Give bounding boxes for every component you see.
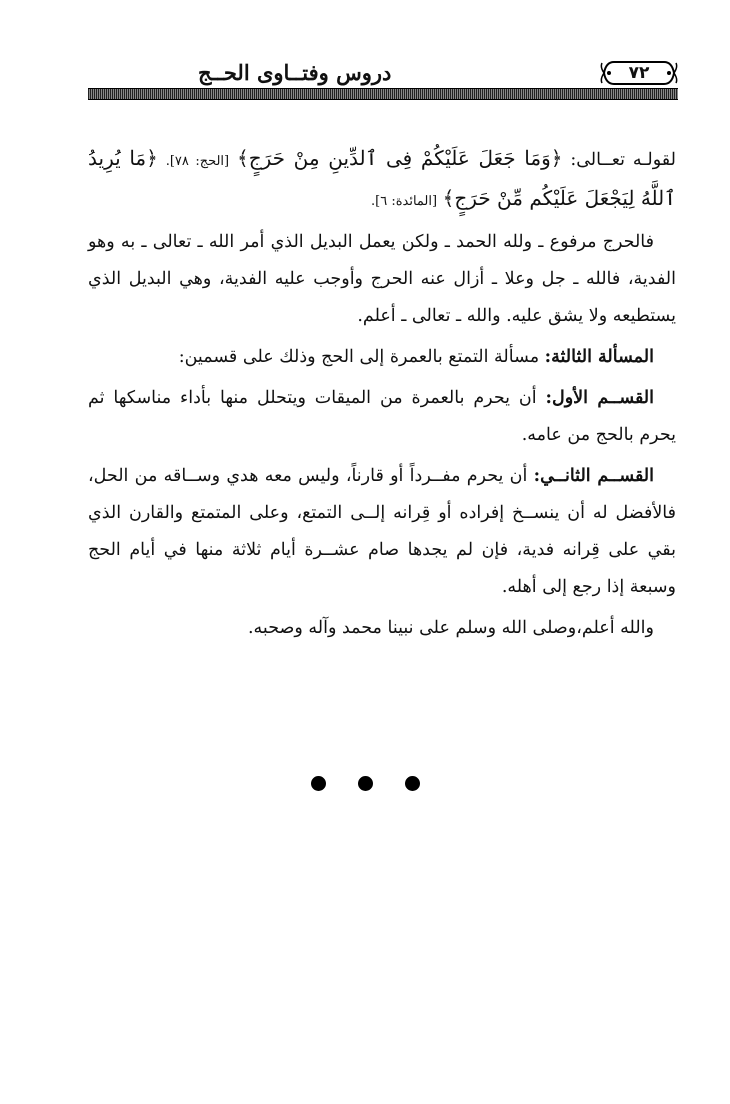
paragraph-verses — [88, 140, 676, 220]
third-issue-label: المسألة الثالثة: — [544, 347, 654, 367]
page-number: ٧٢ — [628, 63, 650, 83]
dot-icon — [405, 776, 420, 791]
paragraph-third-issue — [88, 339, 676, 376]
page-body — [88, 140, 676, 651]
dot-icon — [358, 776, 373, 791]
verse-intro: لقولـه تعــالى: — [570, 150, 676, 170]
page-number-frame — [600, 58, 678, 88]
quran-verse-hajj: ﴿وَمَا جَعَلَ عَلَيْكُمْ فِى ٱلدِّينِ مِنْ حَرَجٍ﴾ — [236, 146, 563, 170]
second-section-label: القســم الثانــي: — [533, 466, 654, 486]
quran-verse-maidah: ﴿مَا يُرِيدُ ٱللَّهُ لِيَجْعَلَ عَلَيْكُم مِّنْ حَرَجٍ﴾ — [88, 146, 676, 210]
first-section-label: القســم الأول: — [545, 388, 654, 408]
paragraph-closing: والله أعلم،وصلى الله وسلم على نبينا محمد وآله وصحبه. — [247, 618, 654, 638]
paragraph-second-section — [88, 458, 676, 606]
paragraph-fidya: فالحرج مرفوع ـ ولله الحمد ـ ولكن يعمل البديل الذي أمر الله ـ تعالى ـ به وهو الفدية، فالله ـ جل وعلا ـ أزال عنه الحرج وأوجب عليه الفدية، وهي البديل الذي يستطيعه ولا يشق عليه. والله ـ تعالى ـ أعلم. — [88, 232, 676, 326]
first-section-text: أن يحرم بالعمرة من الميقات ويتحلل منها بأداء مناسكها ثم يحرم بالحج من عامه. — [88, 388, 676, 445]
header-rule — [88, 88, 678, 100]
third-issue-text: مسألة التمتع بالعمرة إلى الحج وذلك على قسمين: — [178, 347, 540, 367]
second-section-text: أن يحرم مفــرداً أو قارناً، وليس معه هدي وســاقه من الحل، فالأفضل له أن ينســخ إفراده أو قِرانه إلــى التمتع، وعلى المتمتع والقارن الذي بقي على قِرانه فدية، فإن لم يجدها صام عشــرة أيام ثلاثة منها في أيام الحج وسبعة إذا رجع إلى أهله. — [88, 466, 676, 597]
paragraph-first-section — [88, 380, 676, 454]
section-end-marker — [0, 776, 730, 791]
running-header — [88, 52, 678, 102]
dot-icon — [311, 776, 326, 791]
verse-reference-maidah: [المائدة: ٦]. — [370, 194, 438, 209]
header-title: دروس وفتــاوى الحــج — [198, 60, 392, 85]
verse-reference-hajj: [الحج: ٧٨]. — [165, 154, 230, 169]
